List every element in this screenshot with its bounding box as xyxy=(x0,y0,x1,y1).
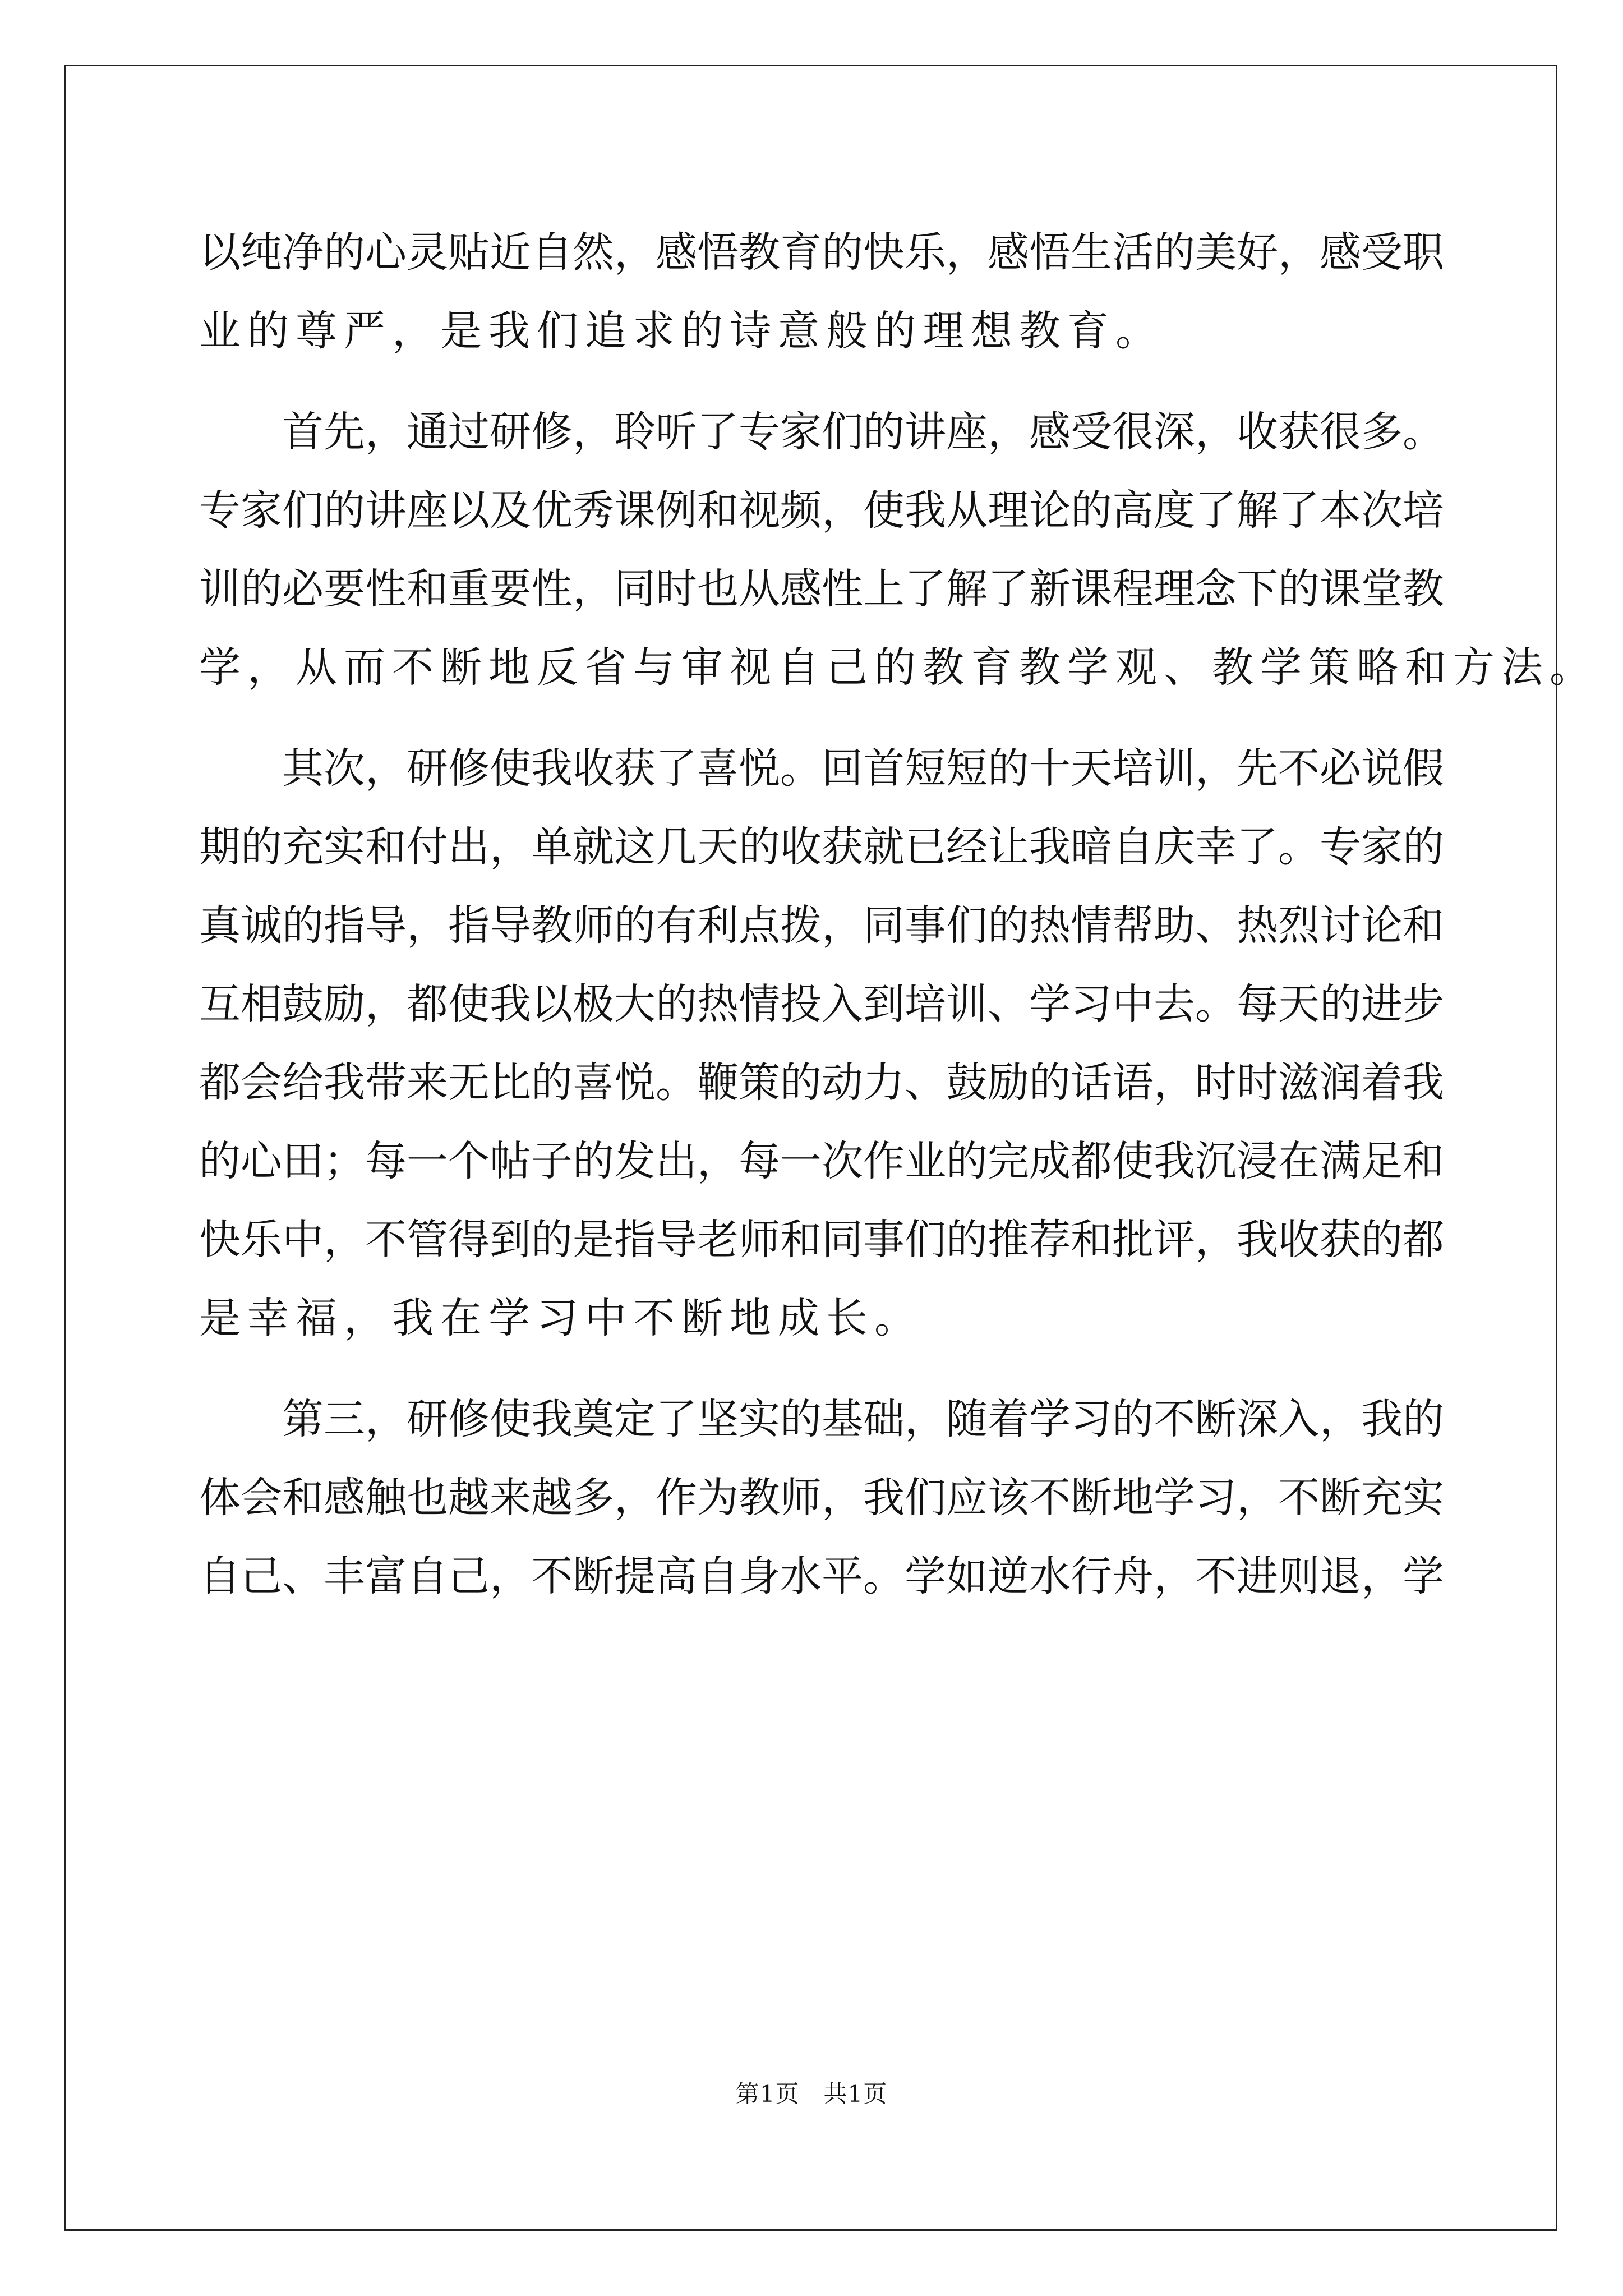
text-line: 都会给我带来无比的喜悦。鞭策的动力、鼓励的话语，时时滋润着我 xyxy=(199,1059,1444,1107)
text-line: 是幸福，我在学习中不断地成长。 xyxy=(199,1294,923,1342)
text-line: 互相鼓励，都使我以极大的热情投入到培训、学习中去。每天的进步 xyxy=(199,980,1444,1028)
text-line: 快乐中，不管得到的是指导老师和同事们的推荐和批评，我收获的都 xyxy=(199,1216,1444,1264)
paragraph-first-line: 首先，通过研修，聆听了专家们的讲座，感受很深，收获很多。 xyxy=(282,408,1444,456)
text-line: 训的必要性和重要性，同时也从感性上了解了新课程理念下的课堂教 xyxy=(199,565,1444,613)
paragraph-first-line: 第三，研修使我奠定了坚实的基础，随着学习的不断深入，我的 xyxy=(282,1395,1444,1443)
page-number-footer: 第1页 共1页 xyxy=(735,2080,888,2108)
text-line: 学，从而不断地反省与审视自己的教育教学观、教学策略和方法。 xyxy=(199,643,1598,692)
text-line: 体会和感触也越来越多，作为教师，我们应该不断地学习，不断充实 xyxy=(199,1474,1444,1522)
text-line: 真诚的指导，指导教师的有利点拨，同事们的热情帮助、热烈讨论和 xyxy=(199,901,1444,950)
text-line: 的心田；每一个帖子的发出，每一次作业的完成都使我沉浸在满足和 xyxy=(199,1137,1444,1185)
text-line: 自己、丰富自己，不断提高自身水平。学如逆水行舟，不进则退，学 xyxy=(199,1552,1444,1600)
text-line: 期的充实和付出，单就这几天的收获就已经让我暗自庆幸了。专家的 xyxy=(199,823,1444,871)
text-line: 业的尊严，是我们追求的诗意般的理想教育。 xyxy=(199,307,1164,355)
text-line: 专家们的讲座以及优秀课例和视频，使我从理论的高度了解了本次培 xyxy=(199,486,1444,535)
paragraph-first-line: 其次，研修使我收获了喜悦。回首短短的十天培训，先不必说假 xyxy=(282,744,1444,793)
text-line: 以纯净的心灵贴近自然，感悟教育的快乐，感悟生活的美好，感受职 xyxy=(199,228,1444,277)
